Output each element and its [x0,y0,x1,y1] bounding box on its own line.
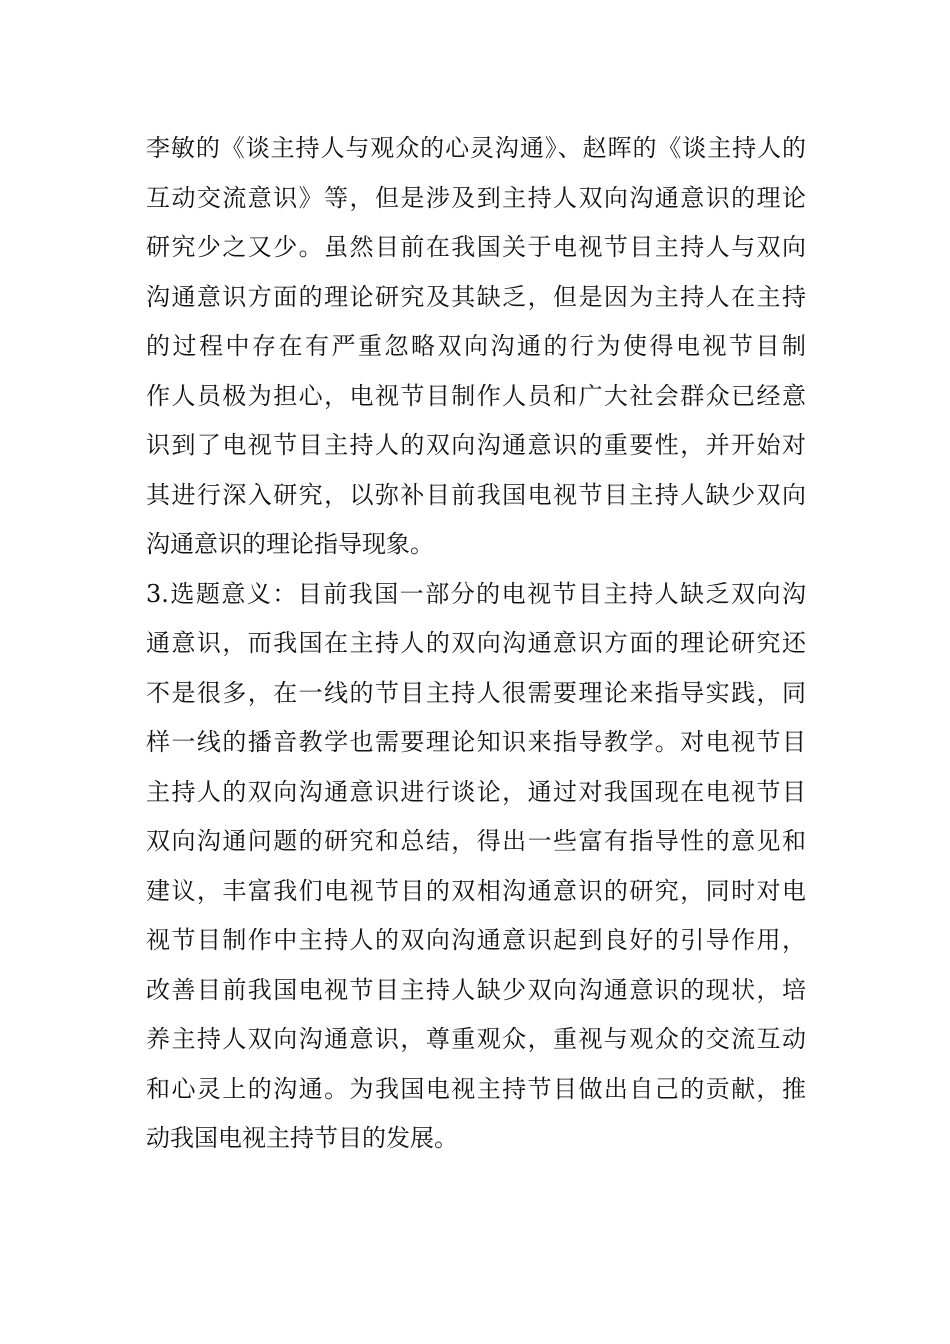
text-line: 3.选题意义：目前我国一部分的电视节目主持人缺乏双向沟 [146,579,806,608]
text-line: 动我国电视主持节目的发展。 [146,1124,458,1152]
document-body [146,124,806,1164]
text-line: 互动交流意识》等，但是涉及到主持人双向沟通意识的理论 [146,183,806,212]
text-line: 和心灵上的沟通。为我国电视主持节目做出自己的贡献，推 [146,1074,806,1103]
text-line: 其进行深入研究，以弥补目前我国电视节目主持人缺少双向 [146,480,806,509]
text-line: 通意识，而我国在主持人的双向沟通意识方面的理论研究还 [146,629,806,657]
text-line: 识到了电视节目主持人的双向沟通意识的重要性，并开始对 [146,431,806,459]
text-line: 样一线的播音教学也需要理论知识来指导教学。对电视节目 [146,728,806,756]
text-line: 双向沟通问题的研究和总结，得出一些富有指导性的意见和 [146,827,806,855]
text-line: 李敏的《谈主持人与观众的心灵沟通》、赵晖的《谈主持人的 [146,134,806,162]
text-line: 沟通意识方面的理论研究及其缺乏，但是因为主持人在主持 [146,282,806,311]
text-line: 主持人的双向沟通意识进行谈论，通过对我国现在电视节目 [146,777,806,806]
paragraph-literature-review [146,124,806,570]
text-line: 建议，丰富我们电视节目的双相沟通意识的研究，同时对电 [146,876,806,905]
text-line: 作人员极为担心，电视节目制作人员和广大社会群众已经意 [146,381,806,410]
text-line: 视节目制作中主持人的双向沟通意识起到良好的引导作用， [146,926,806,954]
text-line: 改善目前我国电视节目主持人缺少双向沟通意识的现状，培 [146,975,806,1004]
text-line: 沟通意识的理论指导现象。 [146,530,434,558]
text-line: 研究少之又少。虽然目前在我国关于电视节目主持人与双向 [146,233,806,261]
text-line: 的过程中存在有严重忽略双向沟通的行为使得电视节目制 [146,332,806,360]
paragraph-topic-significance [146,570,806,1164]
text-line: 养主持人双向沟通意识，尊重观众，重视与观众的交流互动 [146,1025,806,1053]
text-line: 不是很多，在一线的节目主持人很需要理论来指导实践，同 [146,678,806,707]
